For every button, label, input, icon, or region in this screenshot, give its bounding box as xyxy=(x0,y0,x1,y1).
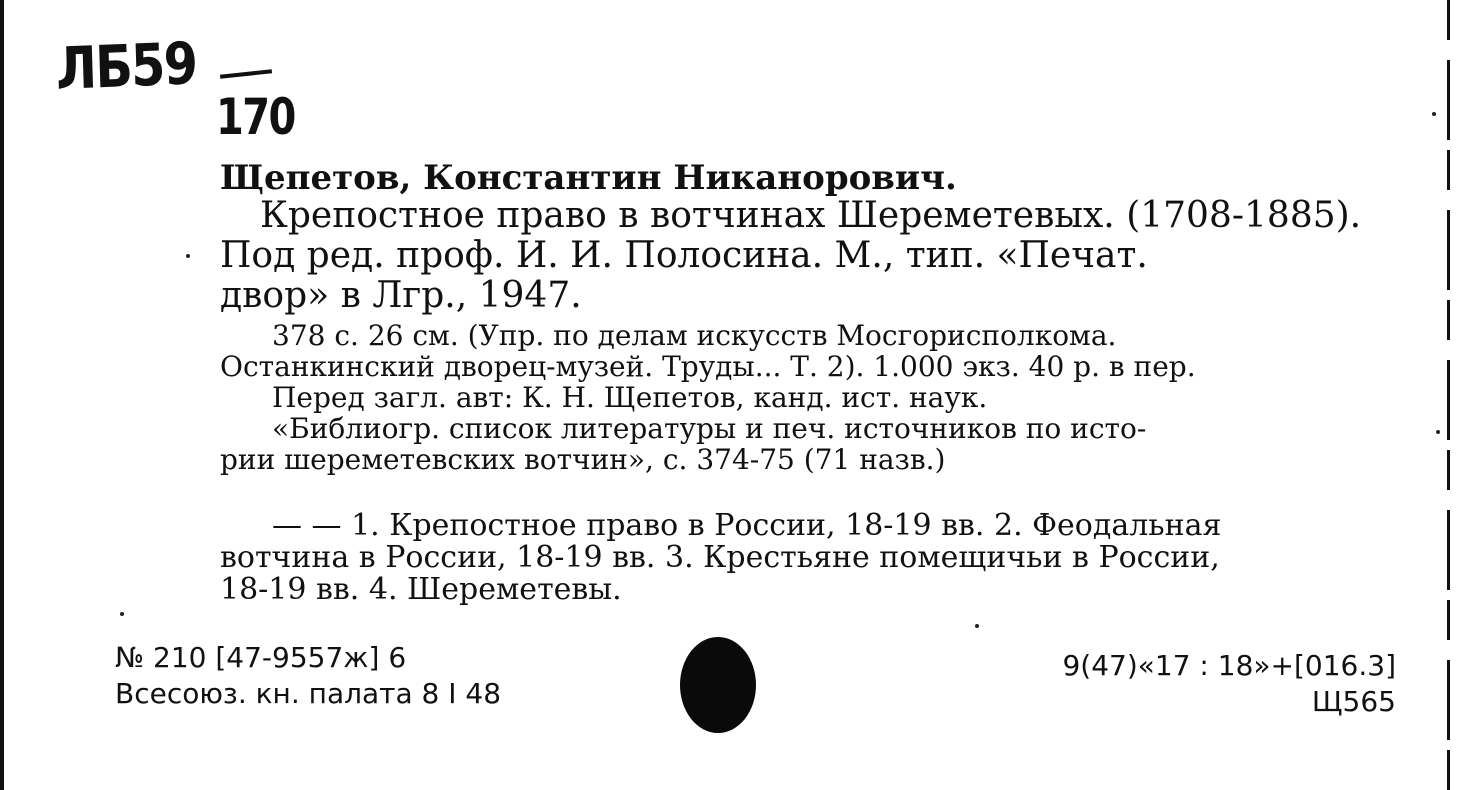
speck xyxy=(975,624,979,628)
subject-line: — — 1. Крепостное право в России, 18-19 вв. 2. Феодальная xyxy=(272,508,1222,543)
subject-line: 18-19 вв. 4. Шереметевы. xyxy=(220,572,622,607)
card-left-edge xyxy=(0,0,4,790)
title-block xyxy=(220,196,1395,316)
title-line: Крепостное право в вотчинах Шереметевых. (1708-1885). xyxy=(260,195,1362,236)
description-block xyxy=(220,320,1395,475)
description-line: рии шереметевских вотчин», с. 374-75 (71 назв.) xyxy=(220,443,946,476)
subject-headings xyxy=(220,510,1395,606)
speck xyxy=(120,612,124,616)
book-chamber: Всесоюз. кн. палата 8 I 48 xyxy=(115,677,502,710)
shelf-mark-sub: 170 xyxy=(216,88,295,146)
footer-left xyxy=(115,640,501,712)
speck xyxy=(1432,112,1436,116)
classification-code: 9(47)«17 : 18»+[016.3] xyxy=(1062,649,1396,682)
subject-line: вотчина в России, 18-19 вв. 3. Крестьяне помещичьи в России, xyxy=(220,540,1220,575)
shelf-mark-stroke xyxy=(220,69,272,78)
card-right-edge xyxy=(1447,0,1450,790)
card-number: № 210 [47-9557ж] 6 xyxy=(115,641,407,674)
speck xyxy=(1436,430,1440,434)
shelf-mark: ЛБ59 xyxy=(55,29,198,103)
title-line: двор» в Лгр., 1947. xyxy=(220,275,582,316)
description-line: «Библиогр. список литературы и печ. источников по исто- xyxy=(272,412,1147,445)
description-line: Перед загл. авт: К. Н. Щепетов, канд. ист. наук. xyxy=(272,381,988,414)
description-line: Останкинский дворец-музей. Труды... Т. 2). 1.000 экз. 40 р. в пер. xyxy=(220,350,1196,383)
author-heading: Щепетов, Константин Никанорович. xyxy=(220,158,957,198)
punch-hole xyxy=(680,637,756,733)
footer-right xyxy=(1062,648,1396,720)
speck xyxy=(186,254,190,258)
description-line: 378 с. 26 см. (Упр. по делам искусств Мосгорисполкома. xyxy=(272,319,1117,352)
author-mark: Щ565 xyxy=(1311,685,1396,718)
title-line: Под ред. проф. И. И. Полосина. М., тип. «Печат. xyxy=(220,235,1148,276)
